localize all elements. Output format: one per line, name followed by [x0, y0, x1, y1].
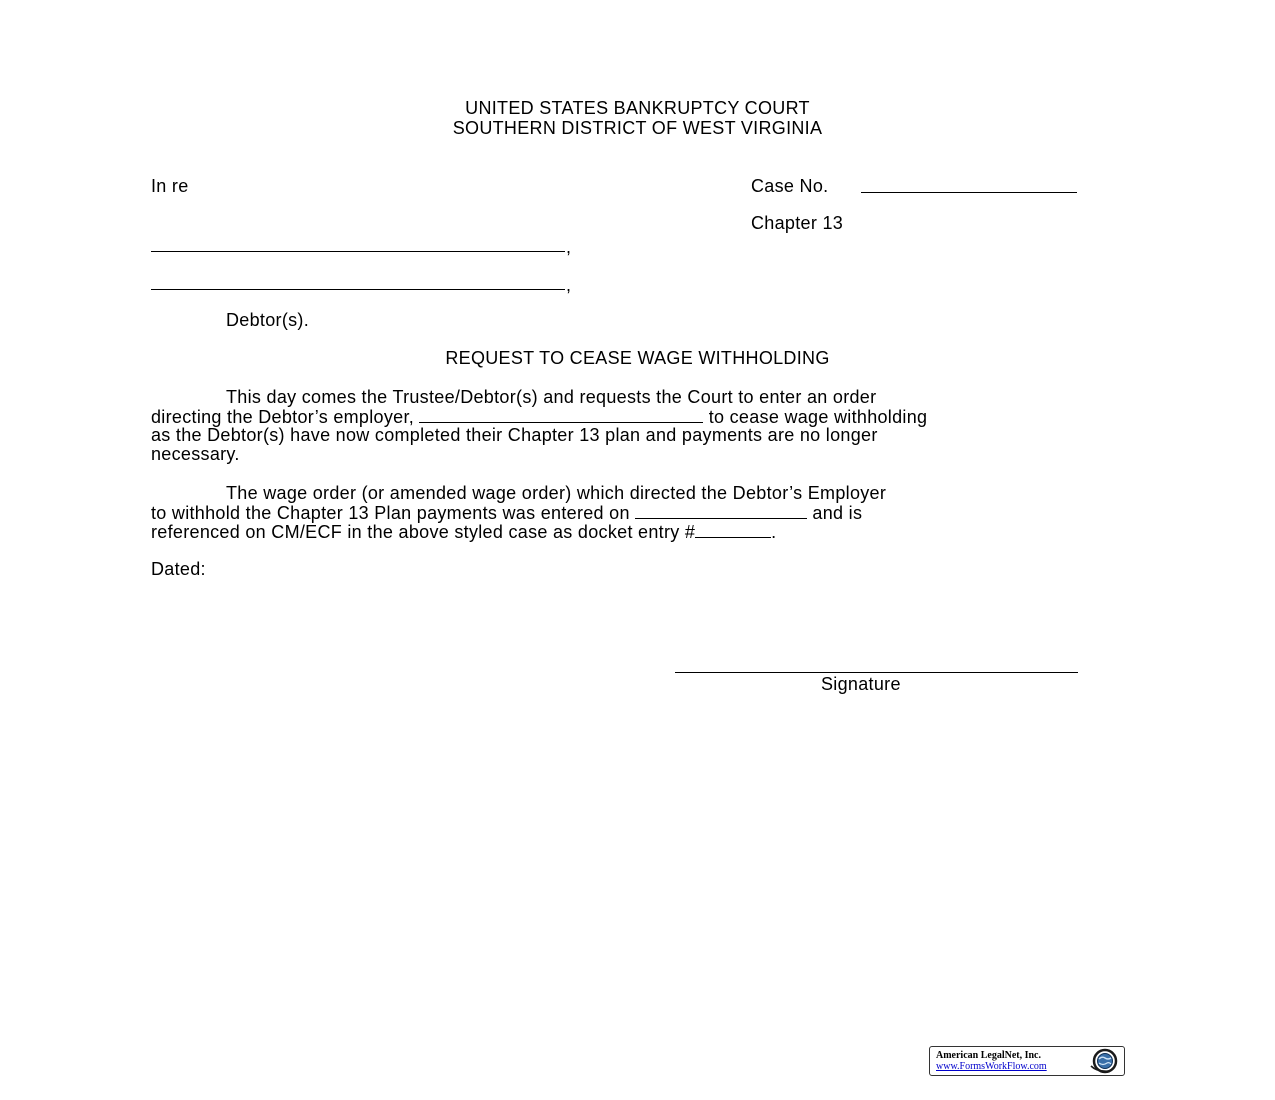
employer-field[interactable] — [419, 407, 703, 423]
in-re-label: In re — [151, 176, 189, 196]
court-district: SOUTHERN DISTRICT OF WEST VIRGINIA — [452, 118, 823, 138]
chapter-label: Chapter 13 — [751, 213, 844, 233]
debtor-name-line-1[interactable] — [151, 251, 565, 252]
dated-label: Dated: — [151, 559, 206, 579]
paragraph2-line1: The wage order (or amended wage order) which directed the Debtor’s Employer — [226, 483, 887, 503]
paragraph2-line3-before: referenced on CM/ECF in the above styled case as docket entry # — [151, 522, 696, 542]
paragraph1-line1: This day comes the Trustee/Debtor(s) and requests the Court to enter an order — [226, 387, 877, 407]
paragraph1-line3: as the Debtor(s) have now completed their Chapter 13 plan and payments are no longer — [151, 425, 878, 445]
footer-url[interactable]: www.FormsWorkFlow.com — [936, 1061, 1047, 1072]
debtor-comma-1: , — [566, 237, 572, 257]
signature-label: Signature — [821, 674, 901, 694]
paragraph1-line2 — [151, 407, 927, 427]
globe-logo-icon — [1087, 1048, 1121, 1074]
case-no-label: Case No. — [751, 176, 829, 196]
signature-line[interactable] — [675, 672, 1078, 673]
docket-entry-field[interactable] — [695, 522, 771, 538]
document-title: REQUEST TO CEASE WAGE WITHHOLDING — [445, 348, 830, 368]
wage-order-date-field[interactable] — [635, 503, 807, 519]
case-no-field[interactable] — [861, 192, 1077, 193]
paragraph2-line2 — [151, 503, 862, 523]
footer-badge — [929, 1046, 1125, 1076]
paragraph2-line2-before: to withhold the Chapter 13 Plan payments was entered on — [151, 503, 630, 523]
debtors-label: Debtor(s). — [226, 310, 310, 330]
court-name: UNITED STATES BANKRUPTCY COURT — [465, 98, 810, 118]
debtor-name-line-2[interactable] — [151, 289, 565, 290]
paragraph1-line4: necessary. — [151, 444, 240, 464]
paragraph2-line3-after: . — [771, 522, 777, 542]
paragraph1-line2-after: to cease wage withholding — [708, 407, 928, 427]
paragraph1-line2-before: directing the Debtor’s employer, — [151, 407, 415, 427]
paragraph2-line2-after: and is — [812, 503, 863, 523]
footer-company: American LegalNet, Inc. — [936, 1050, 1041, 1061]
paragraph2-line3 — [151, 522, 776, 542]
debtor-comma-2: , — [566, 275, 572, 295]
